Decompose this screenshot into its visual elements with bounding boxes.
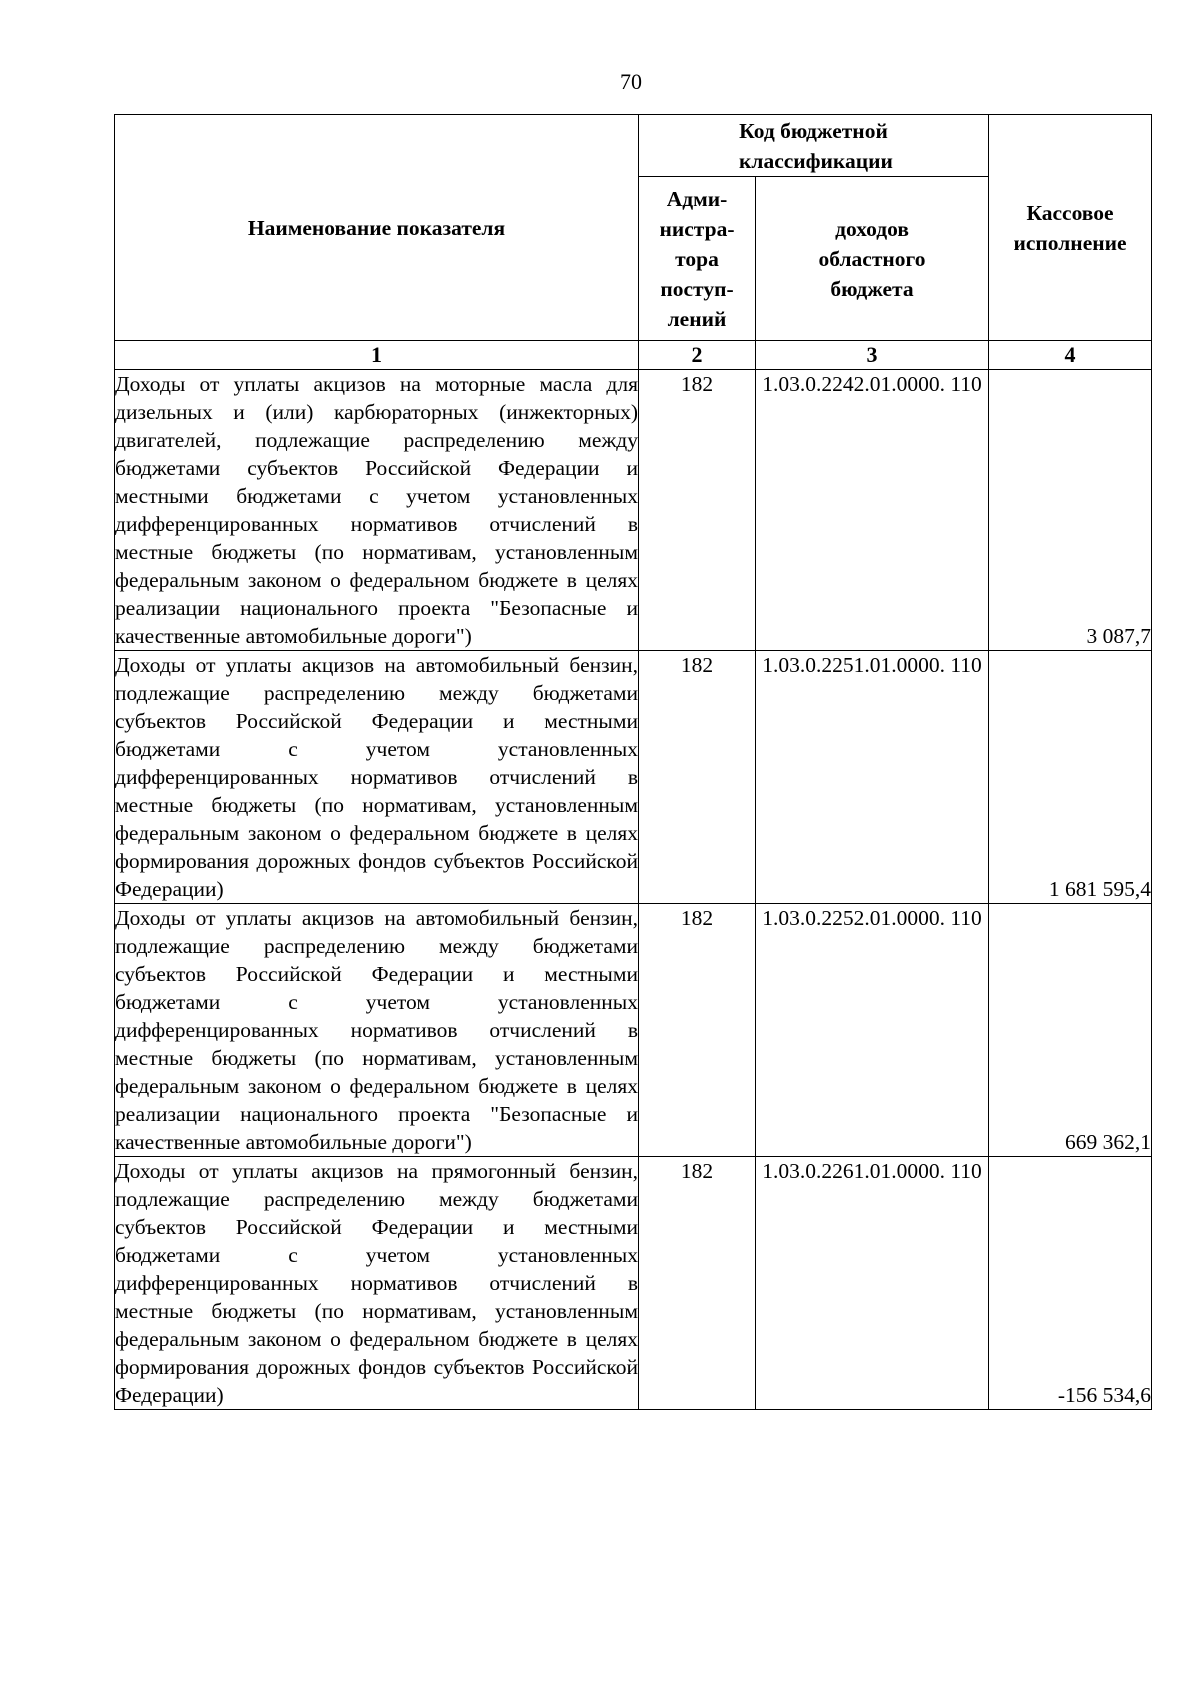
row-admin: 182 — [639, 651, 756, 904]
row-amount: -156 534,6 — [989, 1157, 1152, 1410]
column-number: 1 — [115, 341, 639, 370]
row-amount: 669 362,1 — [989, 904, 1152, 1157]
header-admin-label: Адми-нистра-тора поступ-лений — [659, 186, 735, 331]
row-amount: 1 681 595,4 — [989, 651, 1152, 904]
header-amount — [989, 115, 1152, 341]
header-code-label: доходов областного бюджета — [818, 216, 926, 301]
column-number-row — [115, 341, 1152, 370]
row-name: Доходы от уплаты акцизов на прямогонный бензин, подлежащие распределению между бюджетами субъектов Российской Федерации и местными бюджетами с учетом установленных дифференцированных нормативов отчислений в местные бюджеты (по нормативам, установленным федеральным законом о федеральном бюджете в целях формирования дорожных фондов субъектов Российской Федерации) — [115, 1157, 639, 1410]
column-number: 2 — [639, 341, 756, 370]
row-admin: 182 — [639, 370, 756, 651]
table-row — [115, 1157, 1152, 1410]
row-amount: 3 087,7 — [989, 370, 1152, 651]
row-name: Доходы от уплаты акцизов на моторные масла для дизельных и (или) карбюраторных (инжекторных) двигателей, подлежащие распределению между бюджетами субъектов Российской Федерации и местными бюджетами с учетом установленных дифференцированных нормативов отчислений в местные бюджеты (по нормативам, установленным федеральным законом о федеральном бюджете в целях реализации национального проекта "Безопасные и качественные автомобильные дороги") — [115, 370, 639, 651]
table-row — [115, 651, 1152, 904]
header-code-group-label: Код бюджетной классификации — [739, 118, 893, 173]
budget-table — [114, 114, 1152, 1410]
table-row — [115, 370, 1152, 651]
row-code: 1.03.0.2251.01.0000. 110 — [756, 651, 989, 904]
row-admin: 182 — [639, 1157, 756, 1410]
row-admin: 182 — [639, 904, 756, 1157]
row-code: 1.03.0.2261.01.0000. 110 — [756, 1157, 989, 1410]
header-code-group — [639, 115, 989, 177]
header-code — [756, 177, 989, 341]
row-name: Доходы от уплаты акцизов на автомобильный бензин, подлежащие распределению между бюджетами субъектов Российской Федерации и местными бюджетами с учетом установленных дифференцированных нормативов отчислений в местные бюджеты (по нормативам, установленным федеральным законом о федеральном бюджете в целях реализации национального проекта "Безопасные и качественные автомобильные дороги") — [115, 904, 639, 1157]
header-name: Наименование показателя — [115, 115, 639, 341]
header-admin — [639, 177, 756, 341]
header-amount-label: Кассовое исполнение — [1013, 200, 1127, 255]
column-number: 4 — [989, 341, 1152, 370]
row-code: 1.03.0.2242.01.0000. 110 — [756, 370, 989, 651]
row-name: Доходы от уплаты акцизов на автомобильный бензин, подлежащие распределению между бюджетами субъектов Российской Федерации и местными бюджетами с учетом установленных дифференцированных нормативов отчислений в местные бюджеты (по нормативам, установленным федеральным законом о федеральном бюджете в целях формирования дорожных фондов субъектов Российской Федерации) — [115, 651, 639, 904]
page-number: 70 — [620, 69, 642, 94]
table-row — [115, 904, 1152, 1157]
column-number: 3 — [756, 341, 989, 370]
row-code: 1.03.0.2252.01.0000. 110 — [756, 904, 989, 1157]
